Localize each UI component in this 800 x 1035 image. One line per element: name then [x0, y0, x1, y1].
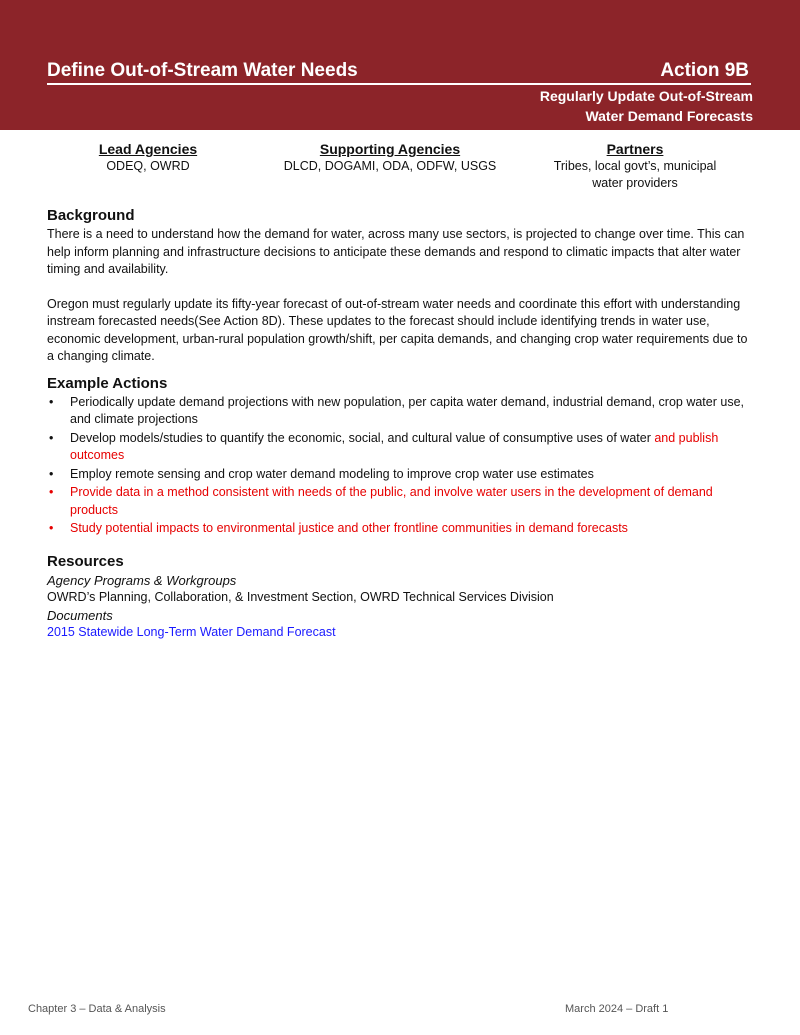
list-item: • Provide data in a method consistent with needs of the public, and involve water users in the development of demand products: [47, 484, 751, 519]
documents-label: Documents: [47, 607, 113, 623]
supporting-agencies: [270, 140, 510, 175]
supporting-agencies-label: Supporting Agencies: [319, 141, 461, 157]
background-paragraph-1: There is a need to understand how the demand for water, across many use sectors, is projected to change over time. This can help inform planning and infrastructure decisions to anticipate these demands and respond to climatic impacts that alter water timing and availability.: [47, 227, 745, 276]
partners-value-line-1: Tribes, local govt’s, municipal: [553, 159, 717, 173]
header-band: [0, 0, 800, 130]
partners: [540, 140, 730, 192]
action-number: Action 9B: [660, 60, 749, 81]
footer-chapter: Chapter 3 – Data & Analysis: [28, 1003, 166, 1015]
lead-agencies-label: Lead Agencies: [98, 141, 198, 157]
page-title: Define Out-of-Stream Water Needs: [47, 60, 358, 81]
title-row: [47, 59, 751, 85]
background-heading: Background: [47, 207, 135, 224]
list-item: • Periodically update demand projections with new population, per capita water demand, industrial demand, crop water use, and climate projections: [47, 394, 751, 429]
action-subtitle: [423, 86, 753, 126]
background-paragraph-2: Oregon must regularly update its fifty-year forecast of out-of-stream water needs and coordinate this effort with understanding instream forecasted needs(See Action 8D). These updates to the forecast should include identifying trends in water use, economic development, urban-rural population growth/shift, per capita demands, and changing crop water requirements due to a changing climate.: [47, 296, 748, 363]
main-content: [47, 206, 751, 642]
programs-value: OWRD’s Planning, Collaboration, & Investment Section, OWRD Technical Services Division: [47, 590, 554, 604]
example-actions-heading: Example Actions: [47, 374, 168, 392]
footer-date: March 2024 – Draft 1: [565, 1003, 669, 1015]
supporting-agencies-value: DLCD, DOGAMI, ODA, ODFW, USGS: [283, 159, 497, 173]
list-item: • Study potential impacts to environmental justice and other frontline communities in demand forecasts: [47, 520, 751, 538]
list-item: • Employ remote sensing and crop water demand modeling to improve crop water use estimates: [47, 466, 751, 484]
lead-agencies-value: ODEQ, OWRD: [106, 159, 190, 173]
subtitle-line-1: Regularly Update Out-of-Stream: [539, 88, 753, 104]
programs-label: Agency Programs & Workgroups: [47, 572, 237, 588]
subtitle-line-2: Water Demand Forecasts: [585, 108, 753, 124]
lead-agencies: [88, 140, 208, 175]
resources-heading: Resources: [47, 552, 124, 570]
partners-label: Partners: [606, 141, 664, 157]
document-link[interactable]: 2015 Statewide Long-Term Water Demand Forecast: [47, 625, 336, 639]
partners-value-line-2: water providers: [592, 176, 678, 190]
example-actions-list: [47, 394, 751, 538]
added-text: and publish outcomes: [70, 430, 719, 462]
list-item: • Develop models/studies to quantify the economic, social, and cultural value of consumptive uses of water and publish outcomes: [47, 430, 751, 465]
